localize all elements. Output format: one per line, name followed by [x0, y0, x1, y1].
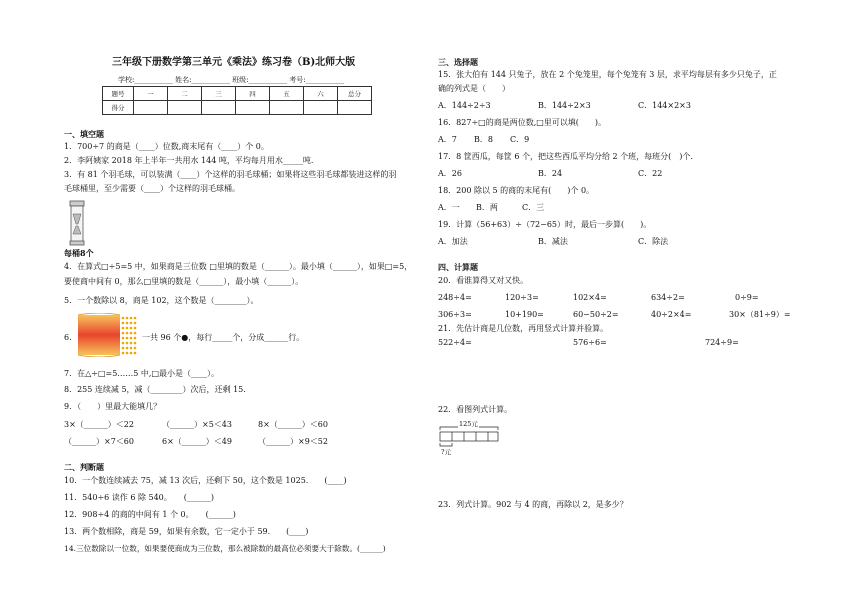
score-input-cell[interactable]	[236, 101, 270, 115]
bar-model-total-label: 125元	[459, 420, 478, 428]
question-13: 13．两个数相除，商是 59，如果有余数，它一定小于 59. (____)	[64, 527, 309, 536]
score-cell: 题号	[103, 87, 134, 101]
score-cell: 二	[168, 87, 202, 101]
question-3-line1: 3．有 81 个羽毛球，可以装满（____）个这样的羽毛球桶；如果将这些羽毛球都装进这样的羽	[64, 170, 397, 179]
choice-option[interactable]: A．7	[438, 135, 457, 144]
bar-model-diagram	[438, 422, 502, 458]
oral-calc-item: 10+190=	[505, 310, 544, 319]
score-input-cell[interactable]	[270, 101, 304, 115]
question-1: 1．700÷7 的商是（____）位数,商末尾有（____）个 0。	[64, 142, 269, 151]
section-heading-calculation: 四、计算题	[438, 262, 478, 272]
written-calc-item: 724÷9=	[705, 338, 739, 347]
question-5: 5．一个数除以 8，商是 102，这个数是（________）。	[64, 296, 259, 305]
score-table-score-row	[103, 101, 372, 115]
question-10: 10．一个数连续减去 75，减 13 次后，还剩下 50，这个数是 1025. (____)	[64, 476, 347, 485]
shuttlecock-tube-image	[68, 200, 86, 246]
question-9: 9．（ ）里最大能填几？	[64, 402, 162, 411]
score-cell: 得分	[103, 101, 134, 115]
question-9-item: （______）×7＜60	[64, 437, 134, 446]
question-14: 14.三位数除以一位数，如果要使商成为三位数，那么被除数的最高位必须要大于除数。(______)	[64, 544, 386, 553]
page-title: 三年级下册数学第三单元《乘法》练习卷（B)北师大版	[112, 57, 356, 68]
question-9-item: 3×（______）＜22	[64, 420, 134, 429]
question-3-caption: 每桶8个	[64, 248, 94, 258]
question-3-line2: 毛球桶里，至少需要（____）个这样的羽毛球桶。	[64, 184, 240, 193]
question-4-line1: 4．在算式□÷5=5 中，如果商是三位数 □里填的数是（______）。最小填（______），如果□=5，	[64, 262, 413, 271]
choice-option[interactable]: B．减法	[538, 237, 568, 246]
oral-calc-item: 30×（81÷9）=	[729, 310, 791, 319]
oral-calc-item: 248÷4=	[438, 293, 472, 302]
score-table	[102, 86, 372, 115]
written-calc-item: 522÷4=	[438, 338, 472, 347]
score-cell: 四	[236, 87, 270, 101]
score-cell: 总分	[338, 87, 372, 101]
question-18: 18．200 除以 5 的商的末尾有( )个 0。	[438, 186, 595, 195]
question-9-item: （______）×5＜43	[162, 420, 232, 429]
question-11: 11．540÷6 读作 6 除 540。 (______)	[64, 493, 215, 502]
question-22: 22．看图列式计算。	[438, 405, 513, 414]
oral-calc-item: 120÷3=	[505, 293, 539, 302]
choice-option[interactable]: A．26	[438, 169, 462, 178]
question-2: 2．李阿姨家 2018 年上半年一共用水 144 吨，平均每月用水_____吨.	[64, 156, 314, 165]
score-input-cell[interactable]	[304, 101, 338, 115]
choice-option[interactable]: B．144÷2×3	[538, 101, 591, 110]
question-21: 21．先估计商是几位数，再用竖式计算并验算。	[438, 324, 609, 333]
question-15-line2: 确的列式是（ ）	[438, 84, 510, 93]
question-4-line2: 要使商中间有 0，那么□里填的数是（______），最小填（______）。	[64, 277, 304, 286]
choice-option[interactable]: A．144÷2÷3	[438, 101, 491, 110]
score-input-cell[interactable]	[168, 101, 202, 115]
score-input-cell[interactable]	[202, 101, 236, 115]
oral-calc-item: 60−50÷2=	[573, 310, 619, 319]
oral-calc-item: 0÷9=	[735, 293, 759, 302]
student-info-line: 学校:___________ 姓名:___________ 班级:___________ 考号:___________	[118, 76, 345, 84]
bar-model-part-label: ?元	[441, 448, 451, 456]
question-9-item: （______）×9＜52	[258, 437, 328, 446]
question-15-line1: 15．张大伯有 144 只兔子，放在 2 个兔笼里，每个兔笼有 3 层，求平均每层有多少只兔子，正	[438, 70, 777, 79]
score-cell: 五	[270, 87, 304, 101]
question-6: 一共 96 个●，每行_____个，分成______行。	[142, 333, 305, 342]
written-calc-item: 576÷6=	[573, 338, 607, 347]
question-19: 19．计算（56+63）÷（72−65）时，最后一步算( )。	[438, 220, 652, 229]
score-cell: 三	[202, 87, 236, 101]
question-23: 23．列式计算。902 与 4 的商，再除以 2，是多少？	[438, 500, 628, 509]
score-input-cell[interactable]	[134, 101, 168, 115]
question-7: 7．在△÷□=5……5 中,□最小是（____）。	[64, 369, 220, 378]
choice-option[interactable]: C．除法	[638, 237, 669, 246]
oral-calc-item: 102×4=	[573, 293, 607, 302]
choice-option[interactable]: B．8	[474, 135, 493, 144]
choice-option[interactable]: B．24	[538, 169, 563, 178]
oral-calc-item: 40÷2×4=	[651, 310, 692, 319]
section-heading-fill-blank: 一、填空题	[64, 129, 104, 139]
question-8: 8．255 连续减 5，减（________）次后，还剩 15.	[64, 385, 246, 394]
dot-array-image	[78, 313, 140, 357]
choice-option[interactable]: C．9	[510, 135, 530, 144]
section-heading-multiple-choice: 三、选择题	[438, 57, 478, 67]
choice-option[interactable]: C．144×2×3	[638, 101, 691, 110]
choice-option[interactable]: A．加法	[438, 237, 468, 246]
oral-calc-item: 634÷2=	[651, 293, 685, 302]
choice-option[interactable]: C．22	[638, 169, 663, 178]
score-input-cell[interactable]	[338, 101, 372, 115]
score-cell: 六	[304, 87, 338, 101]
question-9-item: 8×（______）＜60	[258, 420, 328, 429]
score-table-header-row	[103, 87, 372, 101]
question-17: 17．8 筐西瓜，每筐 6 个，把这些西瓜平均分给 2 个班，每班分( )个.	[438, 152, 693, 161]
question-20: 20．看谁算得又对又快。	[438, 276, 529, 285]
score-cell: 一	[134, 87, 168, 101]
section-heading-true-false: 二、判断题	[64, 462, 104, 472]
question-6-number: 6.	[64, 333, 72, 342]
choice-option[interactable]: C．三	[522, 203, 545, 212]
question-16: 16．827÷□的商是两位数,□里可以填( )。	[438, 118, 607, 127]
oral-calc-item: 306÷3=	[438, 310, 472, 319]
question-9-item: 6×（______）＜49	[162, 437, 232, 446]
choice-option[interactable]: B．两	[476, 203, 498, 212]
choice-option[interactable]: A．一	[438, 203, 460, 212]
question-12: 12．908÷4 的商的中间有 1 个 0。 (______)	[64, 510, 236, 519]
